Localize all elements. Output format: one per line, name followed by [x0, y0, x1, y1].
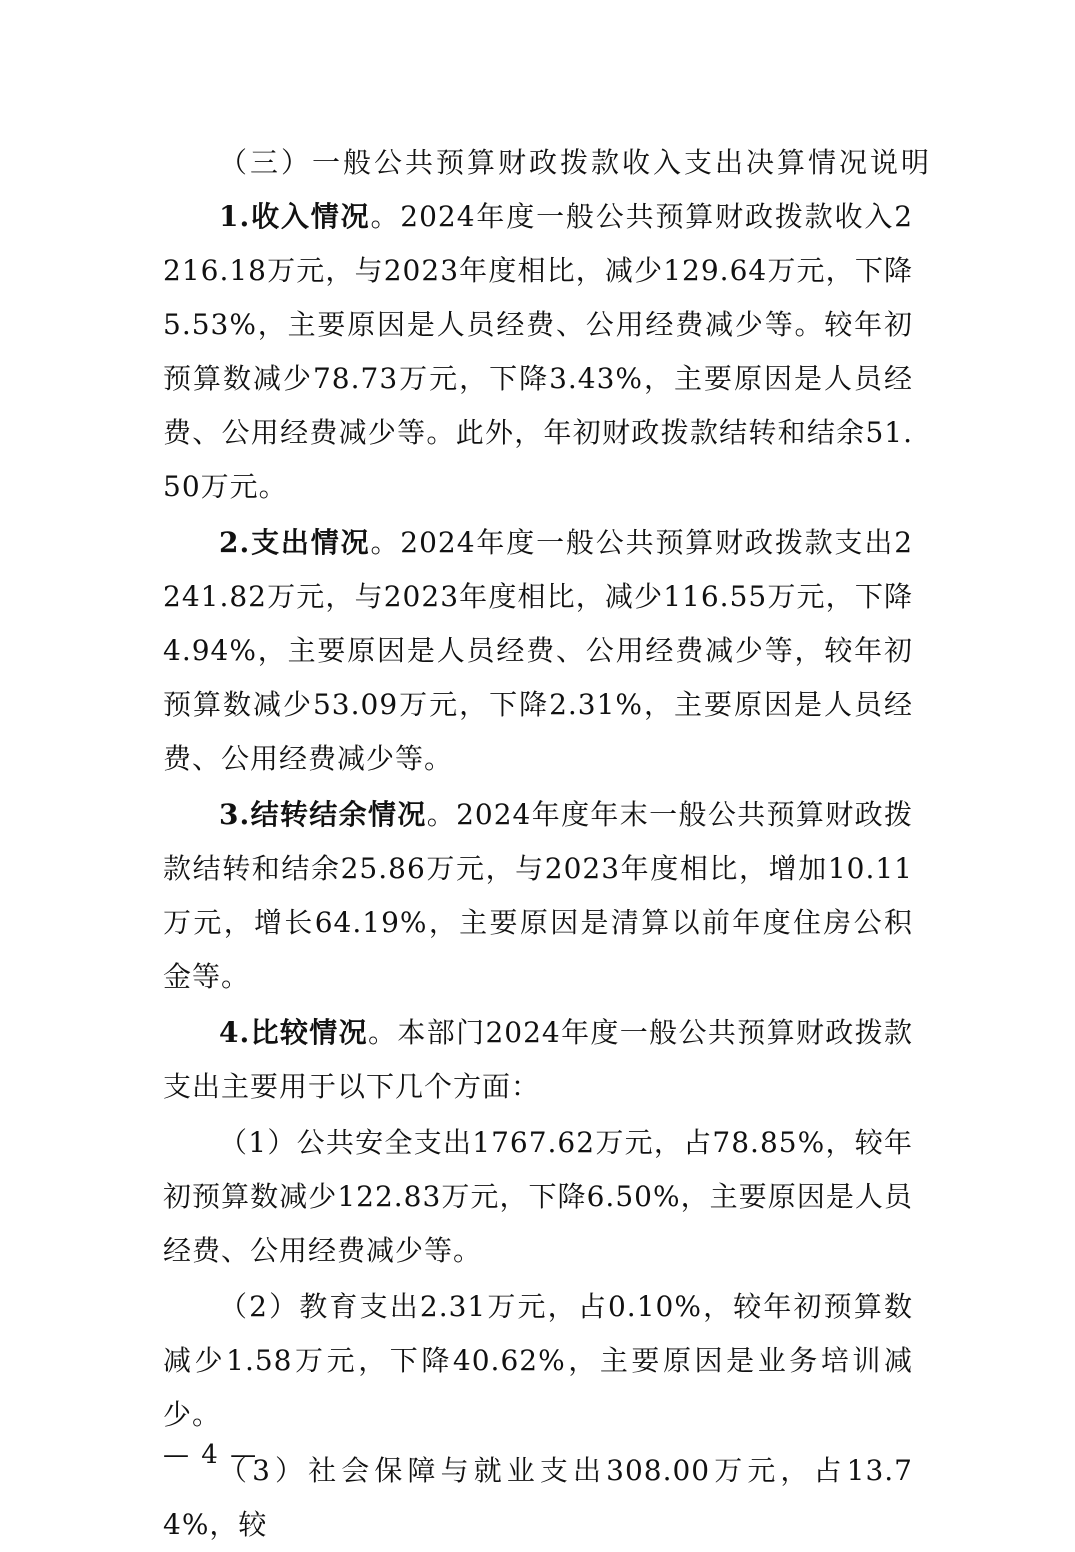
paragraph-lead: 2.支出情况	[219, 526, 371, 559]
paragraph-comparison	[163, 1006, 913, 1114]
paragraph-expenditure	[163, 516, 913, 786]
paragraph-text: 。本部门2024年度一般公共预算财政拨款支出主要用于以下几个方面：	[163, 1016, 914, 1103]
paragraph-text: （1）公共安全支出1767.62万元，占78.85%，较年初预算数减少122.83万元，下降6.50%，主要原因是人员经费、公用经费减少等。	[163, 1126, 913, 1267]
paragraph-text: （3）社会保障与就业支出308.00万元，占13.74%，较	[163, 1454, 913, 1541]
paragraph-lead: 3.结转结余情况	[219, 798, 427, 831]
paragraph-text: （2）教育支出2.31万元，占0.10%，较年初预算数减少1.58万元，下降40.62%，主要原因是业务培训减少。	[163, 1290, 913, 1431]
section-heading: （三）一般公共预算财政拨款收入支出决算情况说明	[219, 146, 933, 179]
paragraph-income	[163, 190, 913, 514]
document-page	[163, 136, 933, 1552]
paragraph-text: 。2024年度年末一般公共预算财政拨款结转和结余25.86万元，与2023年度相比，增加10.11万元，增长64.19%，主要原因是清算以前年度住房公积金等。	[163, 798, 913, 993]
paragraph-text: 。2024年度一般公共预算财政拨款支出2241.82万元，与2023年度相比，减少116.55万元，下降4.94%，主要原因是人员经费、公用经费减少等，较年初预算数减少53.09万元，下降2.31%，主要原因是人员经费、公用经费减少等。	[163, 526, 914, 775]
paragraph-carryover	[163, 788, 913, 1004]
paragraph-text: 。2024年度一般公共预算财政拨款收入2216.18万元，与2023年度相比，减少129.64万元，下降5.53%，主要原因是人员经费、公用经费减少等。较年初预算数减少78.73万元，下降3.43%，主要原因是人员经费、公用经费减少等。此外，年初财政拨款结转和结余51.50万元。	[163, 200, 914, 503]
paragraph-item-3	[163, 1444, 913, 1552]
paragraph-item-2	[163, 1280, 913, 1442]
paragraph-lead: 1.收入情况	[219, 200, 371, 233]
page-number: — 4 —	[163, 1440, 259, 1470]
paragraph-item-1	[163, 1116, 913, 1278]
paragraph-lead: 4.比较情况	[219, 1016, 369, 1049]
